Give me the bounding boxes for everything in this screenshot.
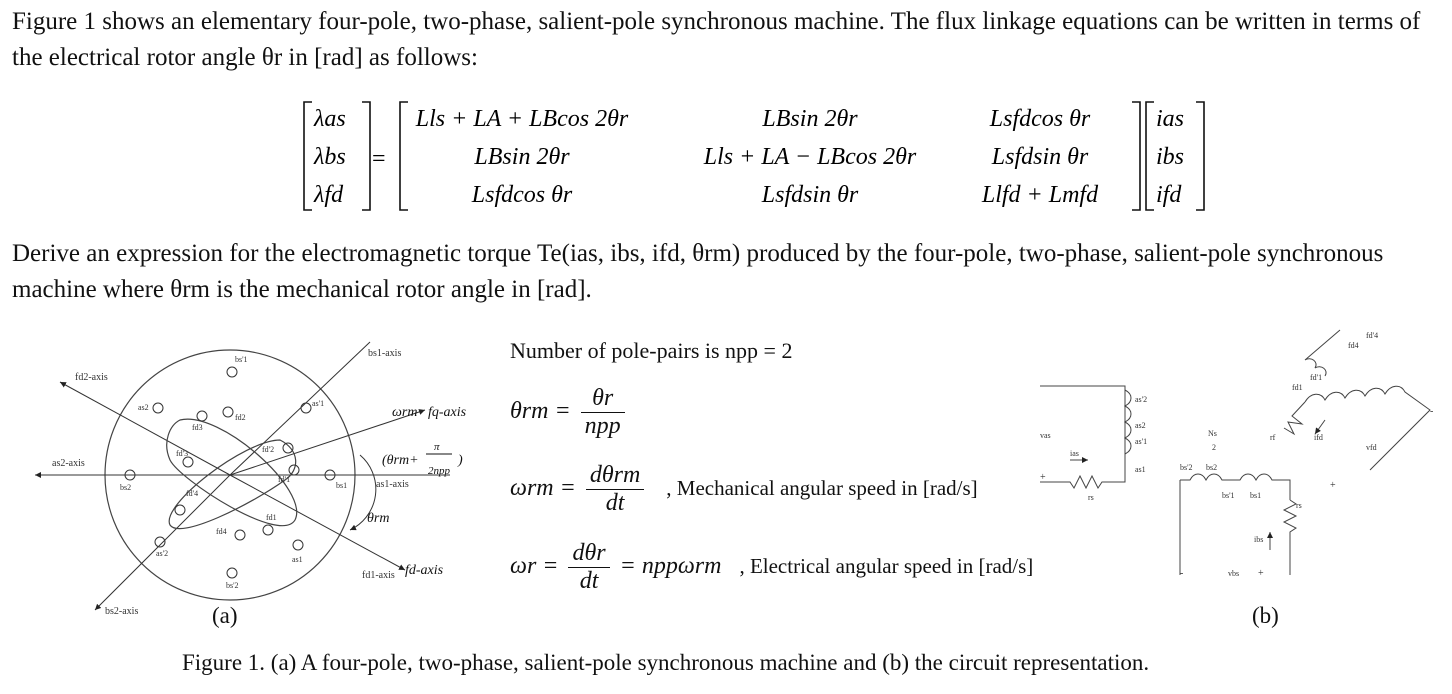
coil-label-fd4: fd4 <box>216 527 227 536</box>
label-fd4: fd4 <box>1348 341 1359 350</box>
label-rf: rf <box>1270 433 1276 442</box>
label-fd1: fd1 <box>1292 383 1303 392</box>
phase-a-winding <box>1125 390 1131 454</box>
rhs-i-as: ias <box>1156 106 1185 132</box>
omega-rm-numerator: dθrm <box>586 462 644 490</box>
rotor-pole-2 <box>169 440 296 529</box>
label-angle-frac-num: π <box>434 441 440 453</box>
omega-r-equation <box>510 540 1033 595</box>
theta-rm-lhs: θrm = <box>510 398 571 425</box>
coil-fd1 <box>263 525 273 535</box>
label-fdp4: fd'4 <box>1366 331 1379 340</box>
phase-b-resistor <box>1284 500 1296 575</box>
fd2-axis-line <box>60 382 230 475</box>
coil-label-fd1: fd1 <box>266 513 277 522</box>
matrix-cell-3-1: Lsfdcos θr <box>471 182 573 208</box>
coil-label-fdp1: fd'1 <box>278 475 291 484</box>
lhs-lambda-fd: λfd <box>314 182 344 208</box>
label-as1: as1 <box>1135 465 1146 474</box>
matrix-equals-sign: = <box>372 146 386 172</box>
coil-label-bs2p: bs'2 <box>226 581 239 590</box>
matrix-cell-1-2: LBsin 2θr <box>762 106 858 132</box>
label-as2-axis: as2-axis <box>52 458 85 469</box>
rotor-pole-1 <box>167 419 297 526</box>
rhs-i-fd: ifd <box>1156 182 1182 208</box>
field-winding-2 <box>1305 386 1430 470</box>
label-asp2: as'2 <box>1135 395 1148 404</box>
omega-r-numerator: dθr <box>568 540 609 568</box>
coil-label-fd2: fd2 <box>235 413 246 422</box>
phase-a-wire-top <box>1040 386 1125 470</box>
label-as1-axis: as1-axis <box>376 479 409 490</box>
coil-as1p <box>301 403 311 413</box>
flux-linkage-matrix-equation <box>290 96 1210 216</box>
matrix-cell-2-1: LBsin 2θr <box>474 144 570 170</box>
omega-r-lhs: ωr = <box>510 553 559 580</box>
panel-label-b: (b) <box>1252 603 1279 628</box>
label-ifd: ifd <box>1314 433 1323 442</box>
label-plus-fd: + <box>1330 480 1336 491</box>
coil-fd2 <box>223 407 233 417</box>
label-theta-rm: θrm <box>367 511 390 526</box>
theta-rm-fraction <box>581 385 625 440</box>
matrix-cell-3-3: Llfd + Lmfd <box>981 182 1099 208</box>
omega-r-fraction <box>568 540 609 595</box>
bs2-axis-line <box>95 475 230 610</box>
label-vbs: vbs <box>1228 569 1240 578</box>
rhs-i-bs: ibs <box>1156 144 1185 170</box>
coil-label-as2p: as'2 <box>156 549 169 558</box>
coil-bs2p <box>227 568 237 578</box>
label-plus-a: + <box>1040 472 1046 483</box>
matrix-cell-2-3: Lsfdsin θr <box>991 144 1089 170</box>
label-angle-frac-den: 2npp <box>428 465 450 477</box>
omega-r-denominator: dt <box>579 568 599 594</box>
label-angle-expr: (θrm+ <box>382 453 419 468</box>
bs1-axis-line <box>230 342 370 475</box>
label-vfd: vfd <box>1366 443 1377 452</box>
coil-fd3 <box>197 411 207 421</box>
coil-label-bs2: bs2 <box>120 483 132 492</box>
label-plus-b: + <box>1258 568 1264 579</box>
label-ibs: ibs <box>1254 535 1264 544</box>
theta-rm-numerator: θr <box>581 385 625 413</box>
label-ns-den: 2 <box>1212 443 1216 452</box>
coil-fdp3 <box>183 457 193 467</box>
label-bsp2: bs'2 <box>1180 463 1193 472</box>
label-minus-fd: - <box>1430 406 1434 417</box>
figure-a-machine-diagram <box>30 330 505 635</box>
phase-b-winding <box>1180 474 1290 500</box>
matrix-cell-1-3: Lsfdcos θr <box>989 106 1091 132</box>
figure-b-circuit-diagram <box>1030 310 1450 640</box>
omega-r-note: , Electrical angular speed in [rad/s] <box>739 554 1034 579</box>
omega-rm-note: , Mechanical angular speed in [rad/s] <box>666 476 978 501</box>
coil-label-bs1p: bs'1 <box>235 355 248 364</box>
lhs-lambda-as: λas <box>314 106 346 132</box>
coil-fdp4 <box>175 505 185 515</box>
coil-label-bs1: bs1 <box>336 481 348 490</box>
label-as2: as2 <box>1135 421 1146 430</box>
label-minus-b: - <box>1180 568 1184 579</box>
coil-label-as1p: as'1 <box>312 399 325 408</box>
omega-rm-denominator: dt <box>605 490 625 516</box>
coil-fd4 <box>235 530 245 540</box>
problem-paragraph-1: Figure 1 shows an elementary four-pole, two-phase, salient-pole synchronous machine. The flux linkage equations can be written in terms of the electrical rotor angle θr in [rad] as follows: <box>12 8 1421 71</box>
label-angle-close: ) <box>458 453 463 468</box>
label-bsp1: bs'1 <box>1222 491 1235 500</box>
label-rs-b: rs <box>1296 501 1302 510</box>
label-fq-axis: fq-axis <box>428 405 467 420</box>
label-ns: Ns <box>1208 429 1217 438</box>
label-bs1-axis: bs1-axis <box>368 348 402 359</box>
label-bs2-axis: bs2-axis <box>105 606 139 617</box>
problem-paragraph-2: Derive an expression for the electromagnetic torque Te(ias, ibs, ifd, θrm) produced by the four-pole, two-phase, salient-pole synchronous machine where θrm is the mechanical rotor angle in [rad]. <box>12 240 1384 303</box>
omega-r-rhs: = nppωrm <box>619 553 722 580</box>
lhs-lambda-bs: λbs <box>314 144 346 170</box>
coil-bs1p <box>227 367 237 377</box>
field-winding-1 <box>1305 330 1340 376</box>
coil-as2 <box>153 403 163 413</box>
label-fd1-axis: fd1-axis <box>362 570 395 581</box>
matrix-cell-2-2: Lls + LA − LBcos 2θr <box>703 144 917 170</box>
coil-label-as1: as1 <box>292 555 303 564</box>
omega-rm-lhs: ωrm = <box>510 475 576 502</box>
label-bs2: bs2 <box>1206 463 1218 472</box>
coil-label-as2: as2 <box>138 403 149 412</box>
matrix-cell-1-1: Lls + LA + LBcos 2θr <box>415 106 629 132</box>
coil-label-fdp2: fd'2 <box>262 445 275 454</box>
label-vas: vas <box>1040 431 1051 440</box>
coil-label-fdp3: fd'3 <box>176 449 189 458</box>
field-resistor <box>1284 402 1305 434</box>
figure-caption: Figure 1. (a) A four-pole, two-phase, salient-pole synchronous machine and (b) the circuit representation. <box>182 650 1150 675</box>
theta-rm-denominator: npp <box>584 413 621 439</box>
label-fd-axis: fd-axis <box>405 563 444 578</box>
matrix-cell-3-2: Lsfdsin θr <box>761 182 859 208</box>
theta-rm-equation <box>510 385 629 440</box>
label-ias: ias <box>1070 449 1079 458</box>
label-asp1: as'1 <box>1135 437 1148 446</box>
coil-label-fdp4: fd'4 <box>186 489 199 498</box>
omega-rm-equation <box>510 462 978 517</box>
field-current-arrow <box>1315 420 1325 434</box>
phase-a-resistor <box>1040 470 1125 488</box>
label-omega-rm: ωrm <box>392 405 418 420</box>
label-fdp1: fd'1 <box>1310 373 1323 382</box>
omega-rm-fraction <box>586 462 644 517</box>
panel-label-a: (a) <box>212 603 238 628</box>
label-fd2-axis: fd2-axis <box>75 372 108 383</box>
label-rs-a: rs <box>1088 493 1094 502</box>
label-bs1: bs1 <box>1250 491 1262 500</box>
coil-as1 <box>293 540 303 550</box>
coil-label-fd3: fd3 <box>192 423 203 432</box>
pole-pairs-equation: Number of pole-pairs is npp = 2 <box>510 338 793 363</box>
